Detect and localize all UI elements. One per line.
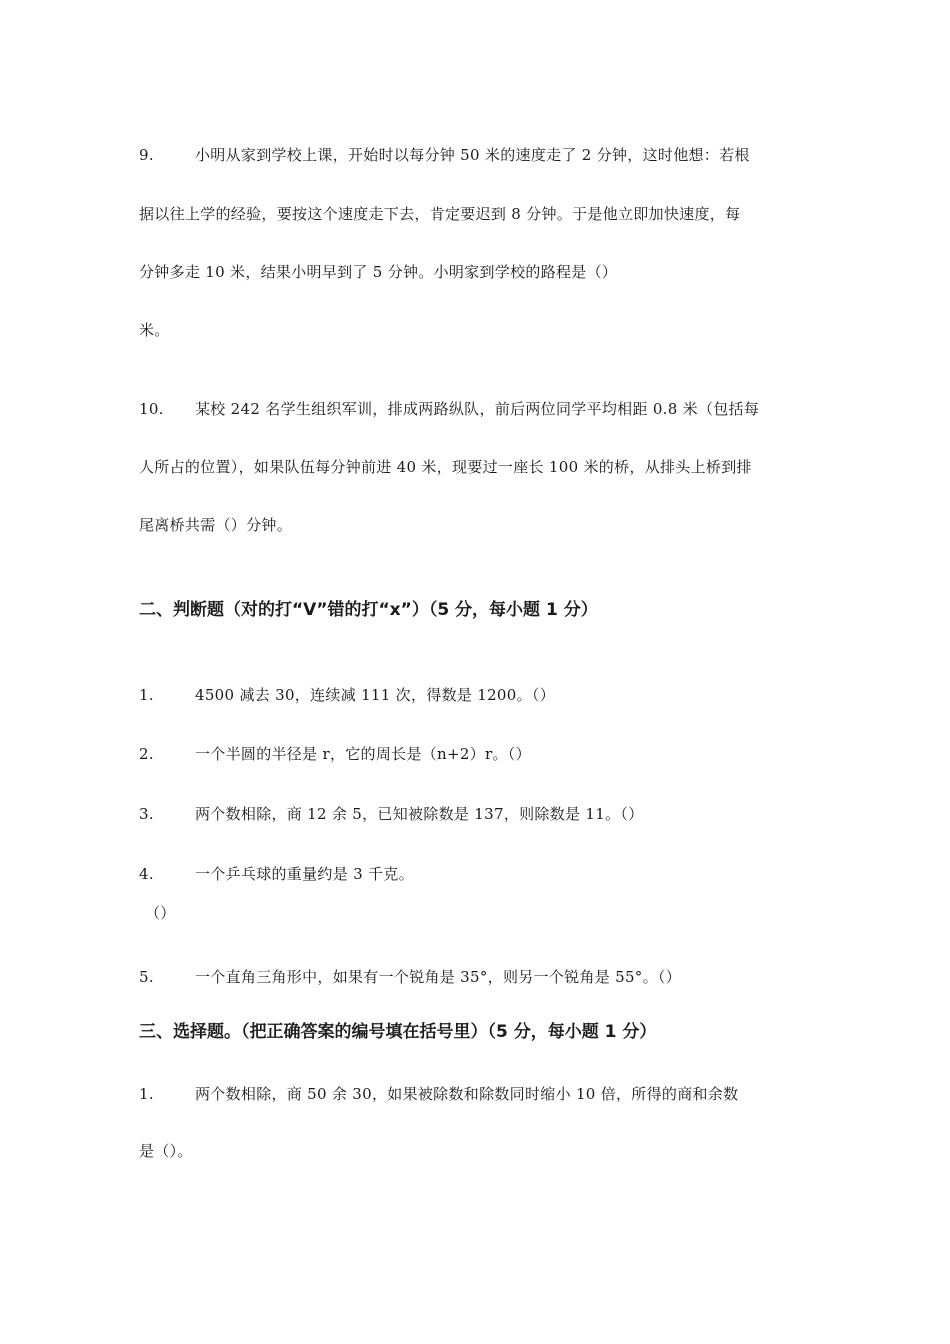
item-text: 一个乒乓球的重量约是 3 千克。: [195, 865, 414, 883]
item-text: 一个半圆的半径是 r，它的周长是（n+2）r。（）: [195, 745, 531, 763]
question-10-line-1: [139, 399, 759, 419]
choice-item-1-line-2: 是（）。: [139, 1142, 193, 1160]
item-text: 4500 减去 30，连续减 111 次，得数是 1200。（）: [195, 686, 556, 704]
question-9-line-2: 据以往上学的经验，要按这个速度走下去，肯定要迟到 8 分钟。于是他立即加快速度，每: [139, 205, 741, 223]
item-text: 一个直角三角形中，如果有一个锐角是 35°，则另一个锐角是 55°。（）: [195, 968, 682, 986]
item-number: 5.: [139, 968, 154, 986]
judgement-item-3: [139, 804, 644, 824]
judgement-item-1: [139, 685, 555, 705]
judgement-item-5: [139, 967, 681, 987]
item-number: 1.: [139, 686, 154, 704]
item-text: 两个数相除，商 50 余 30，如果被除数和除数同时缩小 10 倍，所得的商和余数: [195, 1085, 739, 1103]
question-9-line-4: 米。: [139, 321, 170, 339]
judgement-item-2: [139, 744, 531, 764]
question-9-line-3: 分钟多走 10 米，结果小明早到了 5 分钟。小明家到学校的路程是（）: [139, 263, 618, 281]
question-9-line-1: [139, 145, 750, 165]
item-number: 2.: [139, 745, 154, 763]
question-text: 某校 242 名学生组织军训，排成两路纵队，前后两位同学平均相距 0.8 米（包括每: [195, 400, 760, 418]
item-number: 3.: [139, 805, 154, 823]
question-10-line-2: 人所占的位置），如果队伍每分钟前进 40 米，现要过一座长 100 米的桥，从排头上桥到排: [139, 458, 752, 476]
judgement-item-4: [139, 864, 414, 884]
choice-item-1: [139, 1084, 738, 1104]
question-number: 9.: [139, 146, 154, 164]
item-text: 两个数相除，商 12 余 5，已知被除数是 137，则除数是 11。（）: [195, 805, 644, 823]
item-number: 1.: [139, 1085, 154, 1103]
question-text: 小明从家到学校上课，开始时以每分钟 50 米的速度走了 2 分钟，这时他想：若根: [195, 146, 750, 164]
item-number: 4.: [139, 865, 154, 883]
section-3-heading: 三、选择题。（把正确答案的编号填在括号里）（5 分，每小题 1 分）: [139, 1022, 657, 1042]
question-number: 10.: [139, 400, 164, 418]
judgement-item-4-answer-blank: （）: [145, 904, 176, 922]
question-10-line-3: 尾离桥共需（）分钟。: [139, 516, 293, 534]
section-2-heading: 二、判断题（对的打“V”错的打“x”）（5 分，每小题 1 分）: [139, 600, 598, 620]
